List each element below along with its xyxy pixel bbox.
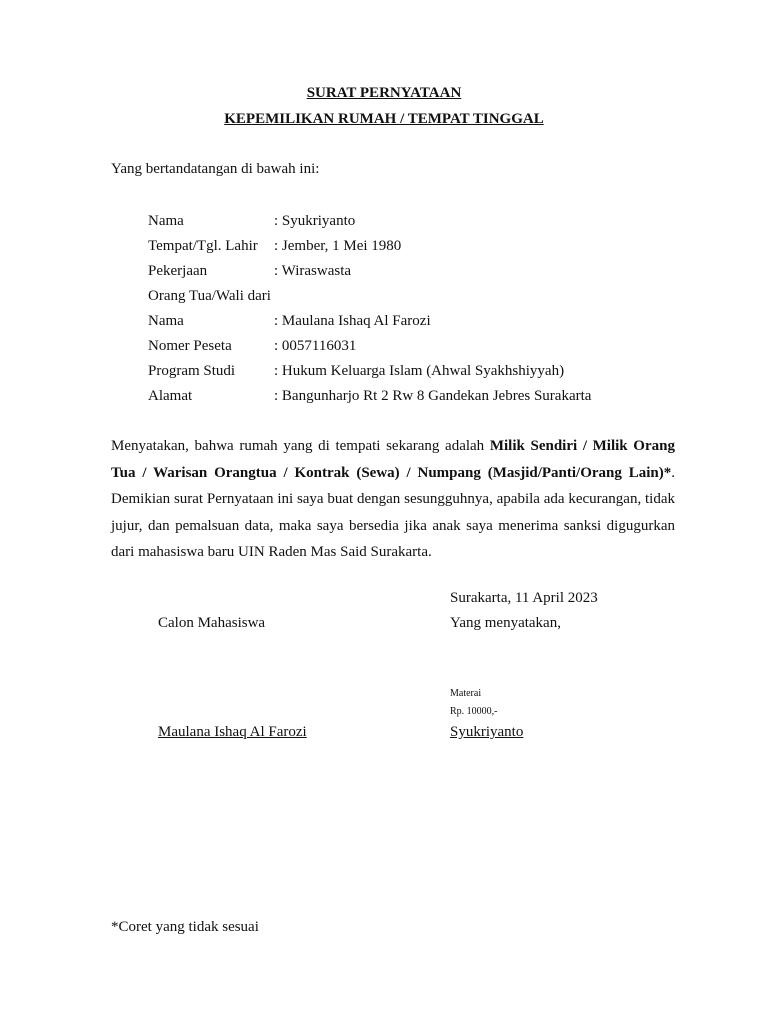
- field-label: Nama: [148, 313, 184, 329]
- field-row: [148, 261, 591, 286]
- stamp-value: Rp. 10000,-: [450, 706, 498, 717]
- intro-text: Yang bertandatangan di bawah ini:: [111, 161, 320, 177]
- field-value: : Bangunharjo Rt 2 Rw 8 Gandekan Jebres Surakarta: [274, 388, 592, 404]
- statement-suffix: . Demikian surat Pernyataan ini saya buat dengan sesungguhnya, apabila ada kecurangan, tidak jujur, dan pemalsuan data, maka saya bersedia jika anak saya menerima sanksi digugurkan dari mahasiswa baru UIN Raden Mas Said Surakarta.: [111, 464, 675, 560]
- place-date: Surakarta, 11 April 2023: [450, 590, 598, 606]
- field-value: : Maulana Ishaq Al Farozi: [274, 313, 431, 329]
- stamp-label: Materai: [450, 688, 482, 699]
- field-label: Program Studi: [148, 363, 236, 379]
- right-signer-name: Syukriyanto: [450, 724, 524, 740]
- field-label: Pekerjaan: [148, 263, 208, 279]
- field-value: : 0057116031: [274, 338, 357, 354]
- field-value: : Jember, 1 Mei 1980: [274, 238, 402, 254]
- statement-prefix: Menyatakan, bahwa rumah yang di tempati sekarang adalah: [111, 438, 490, 454]
- field-value: : Wiraswasta: [274, 263, 352, 279]
- right-signer-title: Yang menyatakan,: [450, 615, 561, 631]
- field-label: Nama: [148, 213, 184, 229]
- ownership-options: Milik Sendiri / Milik Orang Tua / Warisan Orangtua / Kontrak (Sewa) / Numpang (Masjid/Panti/Orang Lain)*: [111, 438, 675, 481]
- document-subtitle: KEPEMILIKAN RUMAH / TEMPAT TINGGAL: [224, 111, 544, 127]
- field-row: [148, 336, 591, 361]
- identity-fields: [148, 211, 591, 411]
- field-label: Nomer Peseta: [148, 338, 232, 354]
- field-label: Tempat/Tgl. Lahir: [148, 238, 258, 254]
- field-row: [148, 361, 591, 386]
- field-row: [148, 236, 591, 261]
- field-label: Alamat: [148, 388, 193, 404]
- field-value: : Hukum Keluarga Islam (Ahwal Syakhshiyyah): [274, 363, 565, 379]
- field-row: [148, 286, 591, 311]
- left-signer-name: Maulana Ishaq Al Farozi: [158, 724, 307, 740]
- field-row: [148, 386, 591, 411]
- statement-paragraph: [111, 433, 675, 566]
- field-row: [148, 311, 591, 336]
- document-title: SURAT PERNYATAAN: [306, 85, 462, 101]
- field-row: [148, 211, 591, 236]
- field-label: Orang Tua/Wali dari: [148, 288, 271, 304]
- footnote: *Coret yang tidak sesuai: [111, 919, 259, 935]
- field-value: : Syukriyanto: [274, 213, 356, 229]
- left-signer-title: Calon Mahasiswa: [158, 615, 266, 631]
